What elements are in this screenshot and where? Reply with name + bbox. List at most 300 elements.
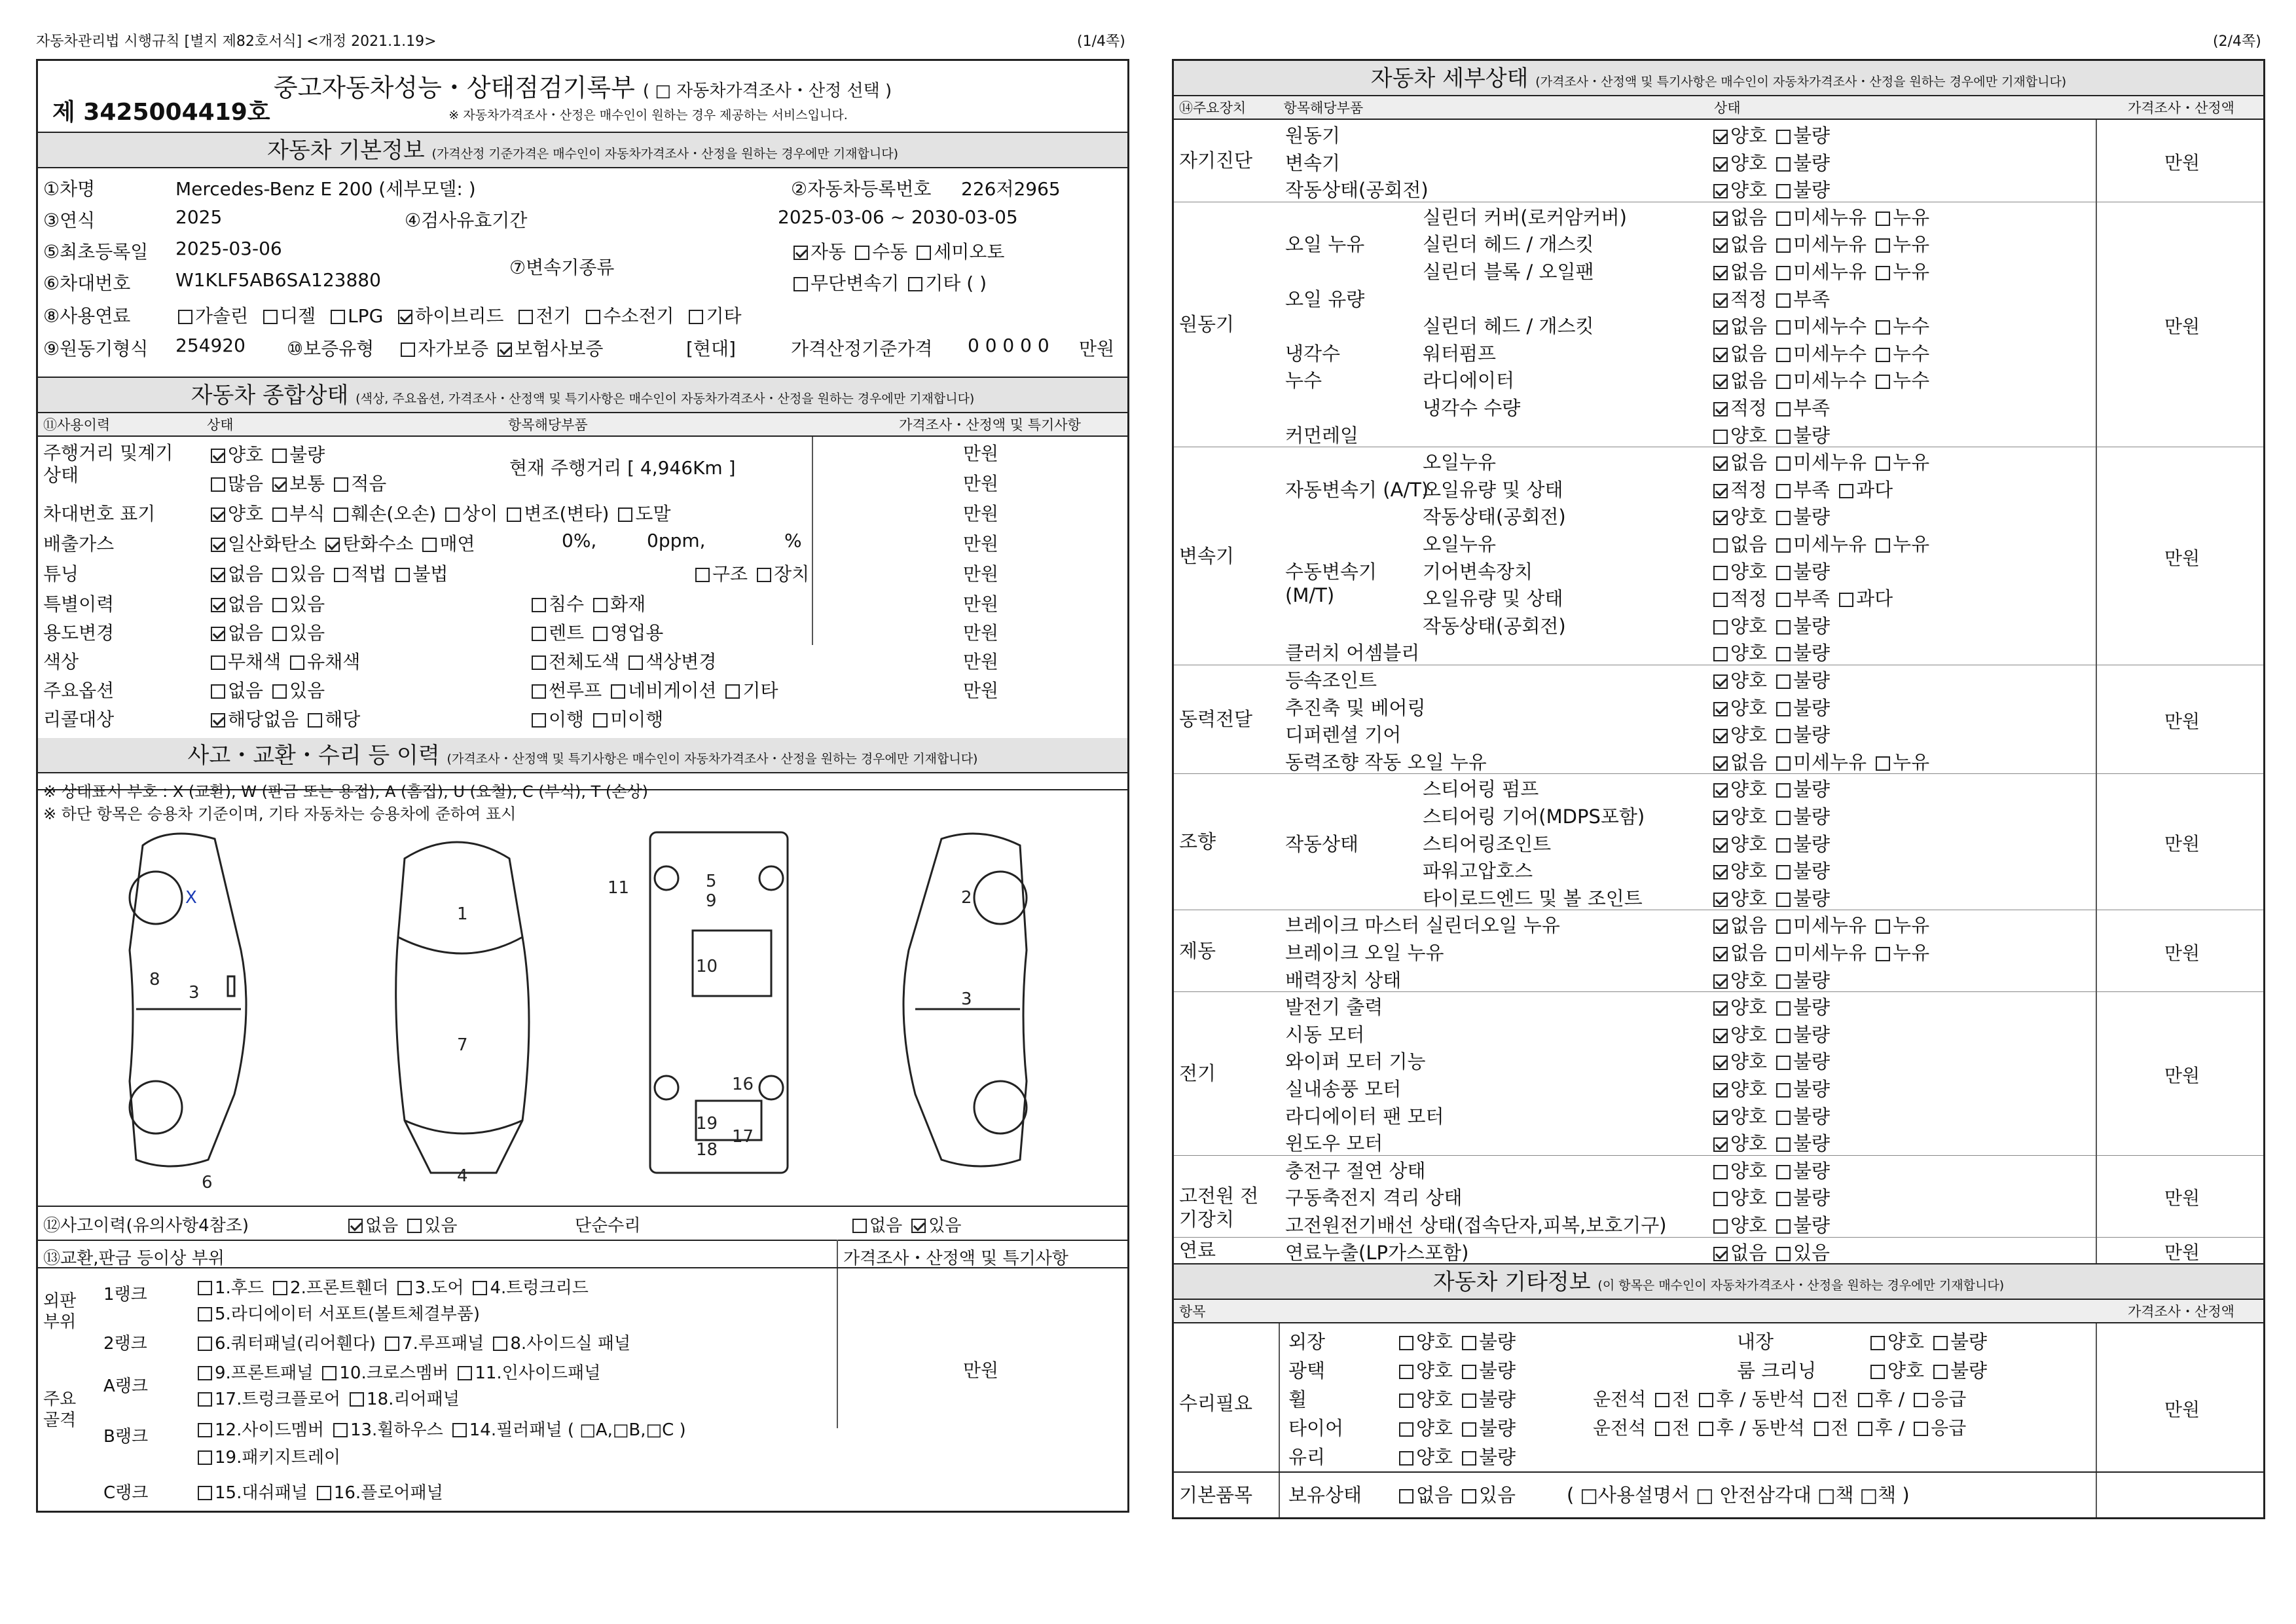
status-option-label: 불량 xyxy=(1793,560,1831,583)
status-checkbox[interactable] xyxy=(1713,402,1728,416)
status-checkbox[interactable] xyxy=(1713,811,1728,825)
status-checkbox[interactable] xyxy=(1713,184,1728,198)
detail-status-options xyxy=(1704,748,1929,775)
status-checkbox[interactable] xyxy=(1776,702,1791,716)
detail-status-options xyxy=(1704,1020,1830,1047)
status-checkbox[interactable] xyxy=(1713,1165,1728,1179)
status-checkbox[interactable] xyxy=(1776,647,1791,661)
rank-bc-rows: B랭크 12.사이드멤버 13.휠하우스 14.필러패널 ( □A,□B,□C ) 19.패키지트레이 C랭크 15.대쉬패널 16.플로어패널 xyxy=(38,1423,1127,1515)
status-checkbox[interactable] xyxy=(1713,1001,1728,1016)
detail-part-label: 오일누유 xyxy=(1423,533,1497,555)
detail-item-label: 라디에이터 팬 모터 xyxy=(1285,1105,1444,1128)
detail-price-unit: 만원 xyxy=(2164,1242,2200,1264)
status-checkbox[interactable] xyxy=(1776,947,1791,961)
status-checkbox[interactable] xyxy=(1876,756,1890,771)
status-option-label: 미세누유 xyxy=(1793,233,1867,256)
detail-item-label: 디퍼렌셜 기어 xyxy=(1285,724,1402,747)
detail-status-options xyxy=(1704,366,1929,393)
status-option-label: 없음 xyxy=(1730,750,1768,773)
detail-status-options xyxy=(1704,448,1929,475)
detail-part-label: 냉각수 수량 xyxy=(1423,397,1521,419)
detail-row xyxy=(1174,965,2096,992)
status-checkbox[interactable] xyxy=(1713,130,1728,144)
status-checkbox[interactable] xyxy=(1713,1137,1728,1152)
status-checkbox[interactable] xyxy=(1876,212,1890,226)
column-line xyxy=(2096,120,2097,1263)
checkbox-auto[interactable] xyxy=(793,246,808,260)
rank1-items: 1.후드 2.프론트휀더 3.도어 4.트렁크리드 xyxy=(189,1274,589,1299)
status-option-label: 양호 xyxy=(1730,696,1768,719)
status-checkbox[interactable] xyxy=(1713,620,1728,635)
status-checkbox[interactable] xyxy=(1876,456,1890,471)
detail-item-label: 냉각수 xyxy=(1285,342,1341,365)
status-checkbox[interactable] xyxy=(1776,783,1791,798)
status-checkbox[interactable] xyxy=(1776,511,1791,525)
status-checkbox[interactable] xyxy=(1776,130,1791,144)
detail-price-unit: 만원 xyxy=(2164,316,2200,337)
legend-line: ※ 상태표시 부호 : X (교환), W (판금 또는 용접), A (흠집), U (요철), C (부식), T (손상) xyxy=(43,783,649,801)
status-option-label: 미세누유 xyxy=(1793,206,1867,229)
status-checkbox[interactable] xyxy=(1713,157,1728,172)
status-option-label: 불량 xyxy=(1793,1132,1831,1155)
status-checkbox[interactable] xyxy=(1776,157,1791,172)
status-checkbox[interactable] xyxy=(1713,348,1728,362)
status-checkbox[interactable] xyxy=(1776,184,1791,198)
reg-number: 226저2965 xyxy=(961,178,1061,200)
status-checkbox[interactable] xyxy=(1776,1029,1791,1043)
status-option-label: 누수 xyxy=(1893,315,1930,338)
detail-status-options xyxy=(1704,884,1830,911)
status-checkbox[interactable] xyxy=(1776,212,1791,226)
status-option-label: 없음 xyxy=(1730,533,1768,555)
checkbox-fuel-other[interactable] xyxy=(689,310,703,324)
status-checkbox[interactable] xyxy=(1713,756,1728,771)
status-option-label: 양호 xyxy=(1730,887,1768,910)
status-checkbox[interactable] xyxy=(1713,1029,1728,1043)
detail-item-label: 커먼레일 xyxy=(1285,424,1359,447)
car-frame-view xyxy=(650,832,788,1173)
detail-status-options xyxy=(1704,475,1893,502)
status-option-label: 불량 xyxy=(1793,1187,1831,1209)
status-checkbox[interactable] xyxy=(1776,1111,1791,1125)
status-checkbox[interactable] xyxy=(1776,865,1791,879)
status-checkbox[interactable] xyxy=(1713,1247,1728,1261)
status-checkbox[interactable] xyxy=(1776,1137,1791,1152)
detail-price-unit: 만원 xyxy=(2164,547,2200,569)
status-option-label: 불량 xyxy=(1793,642,1831,665)
form-title: 중고자동차성능・상태점검기록부 xyxy=(273,73,635,102)
rankB-items: 12.사이드멤버 13.휠하우스 14.필러패널 ( □A,□B,□C ) xyxy=(189,1416,686,1441)
detail-row xyxy=(1174,229,2096,256)
status-checkbox[interactable] xyxy=(1876,538,1890,553)
status-option-label: 불량 xyxy=(1793,805,1831,828)
status-checkbox[interactable] xyxy=(1713,593,1728,607)
detail-part-label: 실린더 헤드 / 개스킷 xyxy=(1423,233,1594,256)
emission-options: 일산화탄소 탄화수소 매연 xyxy=(202,530,475,556)
status-checkbox[interactable] xyxy=(1876,320,1890,335)
checkbox-electric[interactable] xyxy=(519,310,533,324)
category-divider xyxy=(1174,991,2263,992)
warranty-options: 자가보증 보험사보증 xyxy=(392,335,603,361)
status-checkbox[interactable] xyxy=(1776,620,1791,635)
status-checkbox[interactable] xyxy=(1713,1219,1728,1234)
page-right xyxy=(1172,59,2265,1519)
status-checkbox[interactable] xyxy=(1776,593,1791,607)
status-checkbox[interactable] xyxy=(1776,974,1791,989)
detail-status-options xyxy=(1704,775,1830,802)
status-option-label: 적정 xyxy=(1730,478,1768,501)
mileage-cond: 양호 불량 xyxy=(202,441,325,467)
status-option-label: 양호 xyxy=(1730,424,1768,447)
exchange-mark: X xyxy=(185,888,197,908)
checkbox-hydrogen[interactable] xyxy=(586,310,600,324)
detail-row xyxy=(1174,447,2096,474)
status-checkbox[interactable] xyxy=(1776,674,1791,689)
status-option-label: 없음 xyxy=(1730,942,1768,964)
status-checkbox[interactable] xyxy=(1776,729,1791,743)
detail-status-options xyxy=(1704,421,1830,448)
form-legal-header: 자동차관리법 시행규칙 [별지 제82호서식] <개정 2021.1.19> xyxy=(36,33,437,50)
detail-band: 자동차 세부상태 (가격조사・산정액 및 특기사항은 매수인이 자동차가격조사・산정을 원하는 경우에만 기재합니다) xyxy=(1174,61,2263,96)
status-checkbox[interactable] xyxy=(1776,1247,1791,1261)
status-checkbox[interactable] xyxy=(1776,893,1791,907)
current-mileage: 현재 주행거리 [ 4,946Km ] xyxy=(509,457,736,479)
detail-row xyxy=(1174,747,2096,774)
detail-price-unit: 만원 xyxy=(2164,152,2200,174)
status-option-label: 불량 xyxy=(1793,1159,1831,1182)
status-checkbox[interactable] xyxy=(1776,1083,1791,1098)
detail-row xyxy=(1174,420,2096,447)
detail-part-label: 파워고압호스 xyxy=(1423,860,1533,883)
status-checkbox[interactable] xyxy=(1713,974,1728,989)
detail-status-options xyxy=(1704,312,1929,339)
detail-price-unit: 만원 xyxy=(2164,833,2200,855)
status-option-label: 양호 xyxy=(1730,724,1768,747)
status-option-label: 양호 xyxy=(1730,1078,1768,1100)
status-option-label: 불량 xyxy=(1793,1050,1831,1073)
detail-row xyxy=(1174,910,2096,937)
status-option-label: 불량 xyxy=(1793,860,1831,883)
detail-item-label: 발전기 출력 xyxy=(1285,996,1383,1019)
status-option-label: 적정 xyxy=(1730,397,1768,419)
accident-history: 없음 있음 xyxy=(339,1212,457,1236)
status-checkbox[interactable] xyxy=(1713,511,1728,525)
status-checkbox[interactable] xyxy=(1876,947,1890,961)
status-option-label: 불량 xyxy=(1793,669,1831,692)
status-checkbox[interactable] xyxy=(1713,947,1728,961)
status-option-label: 누수 xyxy=(1893,342,1930,365)
detail-status-options xyxy=(1704,966,1830,993)
checkbox-hybrid[interactable] xyxy=(398,310,412,324)
status-option-label: 미세누유 xyxy=(1793,914,1867,937)
detail-category: 제동 xyxy=(1179,939,1216,962)
detail-row xyxy=(1174,338,2096,365)
recall-options: 해당없음 해당 xyxy=(202,705,360,731)
checkbox-other[interactable] xyxy=(908,277,922,291)
detail-status-options xyxy=(1704,720,1830,747)
status-option-label: 누유 xyxy=(1893,261,1930,283)
detail-row xyxy=(1174,637,2096,665)
status-option-label: 양호 xyxy=(1730,778,1768,801)
status-checkbox[interactable] xyxy=(1713,212,1728,226)
detail-item-label: 등속조인트 xyxy=(1285,669,1377,692)
detail-item-label: 연료누출(LP가스포함) xyxy=(1285,1241,1469,1264)
status-option-label: 과다 xyxy=(1856,587,1893,610)
category-divider xyxy=(1174,773,2263,774)
status-checkbox[interactable] xyxy=(1776,348,1791,362)
detail-status-options xyxy=(1704,693,1830,720)
status-checkbox[interactable] xyxy=(1713,266,1728,280)
status-checkbox[interactable] xyxy=(1713,1111,1728,1125)
status-checkbox[interactable] xyxy=(1776,320,1791,335)
detail-row xyxy=(1174,801,2096,828)
detail-status-options xyxy=(1704,203,1929,230)
status-checkbox[interactable] xyxy=(1776,456,1791,471)
status-checkbox[interactable] xyxy=(1776,238,1791,253)
general-status-band: 자동차 종합상태 (색상, 주요옵션, 가격조사・산정액 및 특기사항은 매수인이 자동차가격조사・산정을 원하는 경우에만 기재합니다) xyxy=(38,378,1127,413)
status-checkbox[interactable] xyxy=(1776,1192,1791,1206)
status-checkbox[interactable] xyxy=(1776,402,1791,416)
detail-status-options xyxy=(1704,1102,1830,1129)
detail-row xyxy=(1174,719,2096,747)
detail-row xyxy=(1174,174,2096,202)
detail-row xyxy=(1174,1101,2096,1128)
status-checkbox[interactable] xyxy=(1713,538,1728,553)
checkbox-semiauto[interactable] xyxy=(917,246,931,260)
status-checkbox[interactable] xyxy=(1776,811,1791,825)
status-option-label: 불량 xyxy=(1793,1023,1831,1046)
status-checkbox[interactable] xyxy=(1713,320,1728,335)
detail-category: 전기 xyxy=(1179,1062,1216,1084)
detail-price-unit: 만원 xyxy=(2164,942,2200,964)
checkbox-self-warranty[interactable] xyxy=(401,342,415,357)
status-checkbox[interactable] xyxy=(1839,593,1853,607)
detail-status-options xyxy=(1704,175,1830,202)
status-option-label: 없음 xyxy=(1730,451,1768,474)
status-option-label: 미세누수 xyxy=(1793,315,1867,338)
valid-period: 2025-03-06 ~ 2030-03-05 xyxy=(778,206,1018,228)
status-checkbox[interactable] xyxy=(1776,266,1791,280)
detail-category: 동력전달 xyxy=(1179,708,1253,731)
detail-row xyxy=(1174,883,2096,910)
status-checkbox[interactable] xyxy=(1713,919,1728,934)
status-checkbox[interactable] xyxy=(1713,430,1728,444)
status-checkbox[interactable] xyxy=(1776,430,1791,444)
status-checkbox[interactable] xyxy=(1713,484,1728,498)
detail-row xyxy=(1174,828,2096,856)
status-option-label: 양호 xyxy=(1730,124,1768,147)
car-name: Mercedes-Benz E 200 (세부모델: ) xyxy=(175,178,476,200)
detail-item-label: 추진축 및 베어링 xyxy=(1285,696,1426,719)
status-checkbox[interactable] xyxy=(1776,1001,1791,1016)
status-checkbox[interactable] xyxy=(1713,729,1728,743)
detail-row xyxy=(1174,1073,2096,1101)
checkbox-manual[interactable] xyxy=(855,246,869,260)
status-option-label: 불량 xyxy=(1793,724,1831,747)
status-option-label: 양호 xyxy=(1730,1023,1768,1046)
detail-status-options xyxy=(1704,993,1830,1020)
vin: W1KLF5AB6SA123880 xyxy=(175,269,381,291)
status-checkbox[interactable] xyxy=(1776,484,1791,498)
status-checkbox[interactable] xyxy=(1776,919,1791,934)
status-checkbox[interactable] xyxy=(1876,348,1890,362)
fuel-options: 가솔린 디젤 LPG 하이브리드 전기 수소전기 기타 xyxy=(169,302,742,328)
status-option-label: 양호 xyxy=(1730,1105,1768,1128)
detail-part-label: 라디에이터 xyxy=(1423,369,1515,392)
status-option-label: 양호 xyxy=(1730,179,1768,202)
detail-category: 자기진단 xyxy=(1179,149,1253,172)
usage-change: 없음 있음 xyxy=(202,619,325,645)
accident-section: ※ 상태표시 부호 : X (교환), W (판금 또는 용접), A (흠집), U (요철), C (부식), T (손상) ※ 하단 항목은 승용차 기준이며, 기타 자동차는 승용차에 준하여 표시 X 1 2 3 3 4 5 6 7 8 9 10 11 18 16 17 19 ⑫사고이력(유의사항4참조) 없음 있음 단순수리 없음 있음 ⑬교환,판금 등이상 부위 가격조사・산정액 및 특기사항 외판 부위 주요 골격 1랭크 1.후드 2.프론트휀더 3.도어 4.트렁크리드 5.라디에이터 서포트(볼트체결부품) 2랭크 6.쿼터패널(리어휀다) 7.루프패널 8.사이드실 패널 A랭크 9.프론트패널 10.크로스멤버 11.인사이드패널 17.트렁크플로어 18.리어패널 만원 xyxy=(38,773,1127,1428)
status-checkbox[interactable] xyxy=(1776,1219,1791,1234)
detail-item-label: 누수 xyxy=(1285,369,1322,392)
status-checkbox[interactable] xyxy=(1713,456,1728,471)
status-option-label: 양호 xyxy=(1730,969,1768,991)
category-divider xyxy=(1174,1237,2263,1238)
detail-row xyxy=(1174,392,2096,420)
detail-item-label: 작동상태 xyxy=(1285,832,1359,855)
detail-row xyxy=(1174,665,2096,692)
status-checkbox[interactable] xyxy=(1713,566,1728,580)
detail-part-label: 실린더 커버(로커암커버) xyxy=(1423,206,1627,229)
category-divider xyxy=(1174,1155,2263,1156)
status-option-label: 불량 xyxy=(1793,969,1831,991)
status-option-label: 부족 xyxy=(1793,587,1831,610)
status-checkbox[interactable] xyxy=(1776,293,1791,308)
status-option-label: 양호 xyxy=(1730,1214,1768,1236)
detail-row xyxy=(1174,120,2096,147)
status-option-label: 누유 xyxy=(1893,914,1930,937)
status-checkbox[interactable] xyxy=(1713,293,1728,308)
detail-row xyxy=(1174,1209,2096,1237)
checkbox-insurer-warranty[interactable] xyxy=(498,342,512,357)
car-top-view xyxy=(396,842,529,1173)
checkbox-cvt[interactable] xyxy=(793,277,808,291)
detail-part-label: 스티어링 기어(MDPS포함) xyxy=(1423,805,1645,828)
status-checkbox[interactable] xyxy=(1776,566,1791,580)
mileage-level: 많음 보통 적음 xyxy=(202,470,386,496)
status-checkbox[interactable] xyxy=(1776,1056,1791,1070)
status-option-label: 불량 xyxy=(1793,887,1831,910)
status-option-label: 없음 xyxy=(1730,342,1768,365)
color-options: 무채색 유채색 xyxy=(202,648,360,674)
status-checkbox[interactable] xyxy=(1713,702,1728,716)
status-checkbox[interactable] xyxy=(1876,375,1890,389)
status-checkbox[interactable] xyxy=(1839,484,1853,498)
detail-part-label: 기어변속장치 xyxy=(1423,560,1533,583)
status-checkbox[interactable] xyxy=(1713,647,1728,661)
status-option-label: 불량 xyxy=(1793,424,1831,447)
checkbox-lpg[interactable] xyxy=(331,310,345,324)
detail-status-options xyxy=(1704,1156,1830,1183)
status-option-label: 누수 xyxy=(1893,369,1930,392)
status-checkbox[interactable] xyxy=(1713,893,1728,907)
status-option-label: 양호 xyxy=(1730,614,1768,637)
detail-status-options xyxy=(1704,1183,1830,1210)
status-checkbox[interactable] xyxy=(1713,1192,1728,1206)
detail-status-options xyxy=(1704,1129,1830,1156)
checkbox-diesel[interactable] xyxy=(263,310,278,324)
detail-item-label: 변속기 xyxy=(1285,151,1341,174)
detail-row xyxy=(1174,310,2096,338)
car-left-side-view xyxy=(130,834,246,1166)
status-checkbox[interactable] xyxy=(1713,865,1728,879)
detail-category: 조향 xyxy=(1179,830,1216,853)
detail-price-unit: 만원 xyxy=(2164,1187,2200,1209)
detail-status-options xyxy=(1704,612,1830,638)
detail-item-label: 윈도우 모터 xyxy=(1285,1132,1383,1155)
status-option-label: 있음 xyxy=(1793,1241,1831,1264)
detail-row xyxy=(1174,365,2096,392)
simple-repair: 없음 있음 xyxy=(843,1212,961,1236)
status-checkbox[interactable] xyxy=(1713,838,1728,853)
rank2-items: 6.쿼터패널(리어휀다) 7.루프패널 8.사이드실 패널 xyxy=(189,1330,630,1354)
status-option-label: 없음 xyxy=(1730,206,1768,229)
status-checkbox[interactable] xyxy=(1713,783,1728,798)
status-checkbox[interactable] xyxy=(1776,1165,1791,1179)
status-checkbox[interactable] xyxy=(1713,238,1728,253)
detail-category: 변속기 xyxy=(1179,544,1235,567)
detail-row xyxy=(1174,202,2096,229)
status-checkbox[interactable] xyxy=(1713,674,1728,689)
detail-row xyxy=(1174,991,2096,1019)
detail-status-options xyxy=(1704,230,1929,257)
detail-part-label: 워터펌프 xyxy=(1423,342,1497,365)
checkbox-gasoline[interactable] xyxy=(178,310,192,324)
detail-status-options xyxy=(1704,666,1830,693)
status-checkbox[interactable] xyxy=(1876,238,1890,253)
status-option-label: 미세누수 xyxy=(1793,369,1867,392)
status-checkbox[interactable] xyxy=(1876,919,1890,934)
status-checkbox[interactable] xyxy=(1876,266,1890,280)
detail-item-label: 시동 모터 xyxy=(1285,1023,1365,1046)
detail-item-label: 충전구 절연 상태 xyxy=(1285,1159,1426,1182)
status-option-label: 양호 xyxy=(1730,642,1768,665)
vin-mark-options: 양호 부식 훼손(오손) 상이 변조(변타) 도말 xyxy=(202,500,671,526)
detail-status-options xyxy=(1704,149,1830,175)
detail-item-label: 브레이크 마스터 실린더오일 누유 xyxy=(1285,914,1560,937)
transmission-options-2: 무단변속기 기타 ( ) xyxy=(784,269,987,295)
detail-status-options xyxy=(1704,257,1929,284)
detail-status-options xyxy=(1704,1211,1830,1238)
status-checkbox[interactable] xyxy=(1713,1083,1728,1098)
detail-status-options xyxy=(1704,1075,1830,1101)
detail-status-options xyxy=(1704,530,1929,557)
detail-row xyxy=(1174,855,2096,883)
tuning-options: 없음 있음 적법 불법 xyxy=(202,560,448,586)
status-checkbox[interactable] xyxy=(1776,375,1791,389)
status-checkbox[interactable] xyxy=(1776,838,1791,853)
detail-rows xyxy=(1174,120,2263,1264)
status-checkbox[interactable] xyxy=(1713,1056,1728,1070)
detail-row xyxy=(1174,501,2096,528)
status-checkbox[interactable] xyxy=(1776,538,1791,553)
detail-item-label: 브레이크 오일 누유 xyxy=(1285,942,1444,964)
detail-part-label: 스티어링조인트 xyxy=(1423,832,1552,855)
status-checkbox[interactable] xyxy=(1713,375,1728,389)
detail-item-label: 원동기 xyxy=(1285,124,1341,147)
status-option-label: 불량 xyxy=(1793,1078,1831,1100)
detail-row xyxy=(1174,773,2096,801)
detail-row xyxy=(1174,256,2096,284)
status-checkbox[interactable] xyxy=(1776,756,1791,771)
status-option-label: 없음 xyxy=(1730,1241,1768,1264)
status-option-label: 불량 xyxy=(1793,614,1831,637)
detail-status-options xyxy=(1704,857,1830,883)
status-option-label: 양호 xyxy=(1730,832,1768,855)
detail-item-label: 실내송풍 모터 xyxy=(1285,1078,1402,1100)
tire-positions: 운전석 전 후 / 동반석 전 후 / 응급 xyxy=(1593,1417,1967,1439)
